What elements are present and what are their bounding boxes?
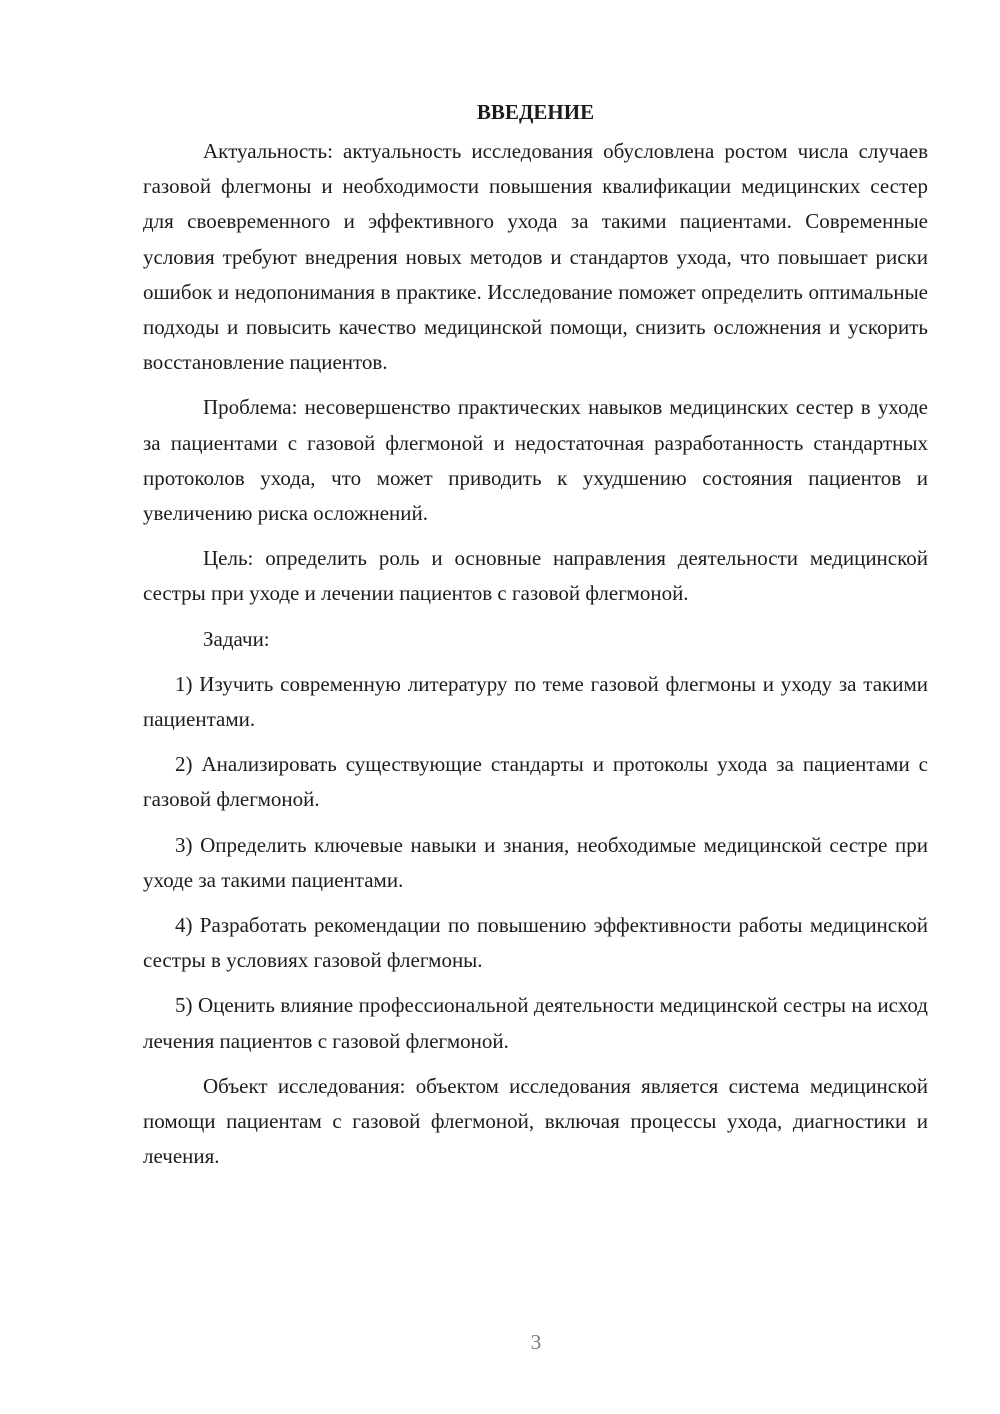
tasks-label: Задачи: <box>203 626 270 651</box>
task-item-1: 1) Изучить современную литературу по теме газовой флегмоны и уходу за такими пациентами. <box>143 671 928 732</box>
problem-paragraph: Проблема: несовершенство практических навыков медицинских сестер в уходе за пациентами с газовой флегмоной и недостаточная разработанность стандартных протоколов ухода, что может приводить к ухудшению состояния пациентов и увеличению риска осложнений. <box>143 395 928 526</box>
task-item-4: 4) Разработать рекомендации по повышению эффективности работы медицинской сестры в условиях газовой флегмоны. <box>143 913 928 973</box>
relevance-paragraph: Актуальность: актуальность исследования обусловлена ростом числа случаев газовой флегмоны и необходимости повышения квалификации медицинских сестер для своевременного и эффективного ухода за такими пациентами. Современные условия требуют внедрения новых методов и стандартов ухода, что повышает риски ошибок и недопонимания в практике. Исследование поможет определить оптимальные подходы и повысить качество медицинской помощи, снизить осложнения и ускорить восстановление пациентов. <box>143 139 928 375</box>
object-paragraph: Объект исследования: объектом исследования является система медицинской помощи пациентам с газовой флегмоной, включая процессы ухода, диагностики и лечения. <box>143 1073 928 1169</box>
task-item-2: 2) Анализировать существующие стандарты и протоколы ухода за пациентами с газовой флегмоной. <box>143 752 928 812</box>
document-page <box>143 95 928 1184</box>
page-number: 3 <box>530 1330 542 1354</box>
section-heading: ВВЕДЕНИЕ <box>476 100 595 124</box>
task-item-5: 5) Оценить влияние профессиональной деятельности медицинской сестры на исход лечения пациентов с газовой флегмоной. <box>143 993 928 1053</box>
goal-paragraph: Цель: определить роль и основные направления деятельности медицинской сестры при уходе и лечении пациентов с газовой флегмоной. <box>143 546 928 606</box>
task-item-3: 3) Определить ключевые навыки и знания, необходимые медицинской сестре при уходе за такими пациентами. <box>143 832 928 892</box>
